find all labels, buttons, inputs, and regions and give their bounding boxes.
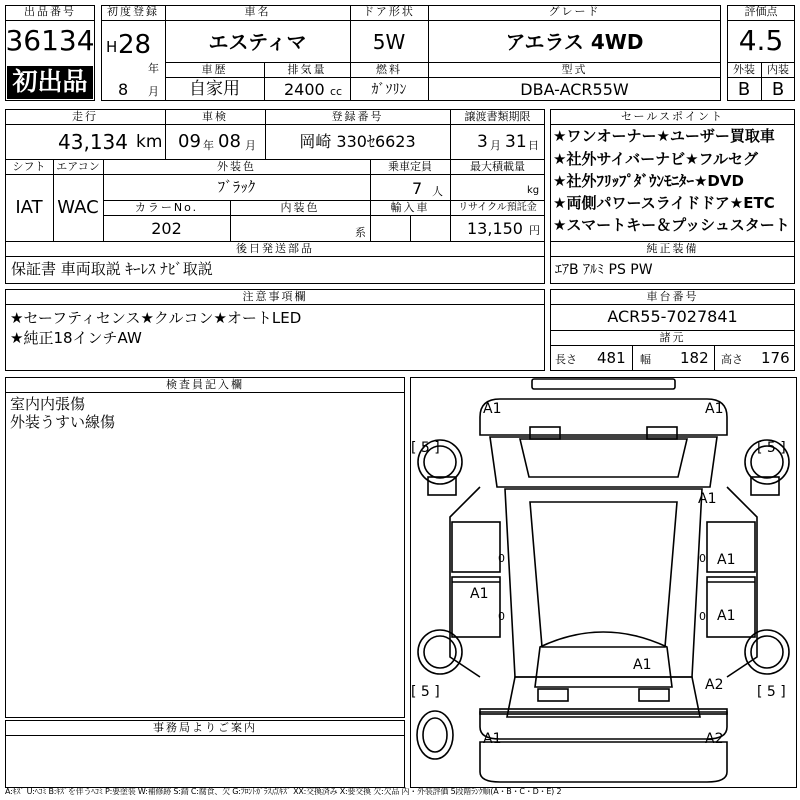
plate-value: 岡崎 330ｾ6623 xyxy=(299,132,416,151)
damage-mark: A2 xyxy=(705,731,724,747)
interior-label: 内装 xyxy=(767,63,789,76)
recycle-unit: 円 xyxy=(529,224,540,237)
car-name-label: 車名 xyxy=(244,5,271,18)
plate-label: 登録番号 xyxy=(331,110,384,123)
height-value: 176 xyxy=(761,349,790,367)
width-label: 幅 xyxy=(640,353,651,366)
damage-mark: A1 xyxy=(705,401,724,417)
mileage-value: 43,134 xyxy=(58,130,128,154)
sales-point-1: ★ワンオーナー★ユーザー買取車 xyxy=(553,127,775,145)
tire-depth-rear-left: [ 5 ] xyxy=(411,684,440,700)
door-value: 5W xyxy=(372,30,406,54)
exterior-label: 外装 xyxy=(733,63,755,76)
damage-mark: A1 xyxy=(717,552,736,568)
tire-depth-rear-right: [ 5 ] xyxy=(757,684,786,700)
glass-mark: 0 xyxy=(699,610,706,623)
tire-depth-front-right: [ 5 ] xyxy=(757,440,786,456)
shift-value: IAT xyxy=(15,197,43,218)
capacity-unit: 人 xyxy=(432,185,443,198)
grade-label: グレード xyxy=(548,5,601,18)
chassis-label: 車台番号 xyxy=(646,290,699,303)
import-label: 輸入車 xyxy=(390,201,430,214)
equipment-value: ｴｱB ｱﾙﾐ PS PW xyxy=(555,262,653,278)
interior-grade: B xyxy=(771,79,785,100)
inspector-label: 検査員記入欄 xyxy=(166,378,244,391)
equipment-label: 純正装備 xyxy=(646,242,699,255)
length-label: 長さ xyxy=(555,353,577,366)
color-value: ﾌﾞﾗｯｸ xyxy=(217,178,256,196)
transfer-month: 3 xyxy=(477,132,488,152)
chassis-number: ACR55-7027841 xyxy=(607,307,738,326)
notes-label: 注意事項欄 xyxy=(242,290,308,303)
rating-label: 評価点 xyxy=(744,5,778,18)
insp-year-unit: 年 xyxy=(203,139,214,152)
damage-mark: A1 xyxy=(717,608,736,624)
car-name: エスティマ xyxy=(208,30,307,54)
year-unit: 年 xyxy=(148,62,159,75)
exterior-grade: B xyxy=(737,79,751,100)
reg-year: 28 xyxy=(118,30,152,60)
post-parts-label: 後日発送部品 xyxy=(236,242,314,255)
glass-mark: 0 xyxy=(699,552,706,565)
rating-value: 4.5 xyxy=(738,24,784,57)
color-label: 外装色 xyxy=(217,160,256,173)
mileage-label: 走行 xyxy=(72,110,98,123)
interior-color-unit: 系 xyxy=(355,226,366,239)
fuel-value: ｶﾞｿﾘﾝ xyxy=(371,82,407,98)
sales-point-5: ★スマートキー＆プッシュスタート xyxy=(553,216,790,234)
reg-month: 8 xyxy=(118,80,129,99)
color-no-value: 202 xyxy=(151,219,182,238)
post-parts-value: 保証書 車両取説 ｷｰﾚｽ ﾅﾋﾞ取説 xyxy=(11,260,213,278)
load-unit: kg xyxy=(527,185,540,196)
history-value: 自家用 xyxy=(189,79,240,99)
tire-depth-front-left: [ 5 ] xyxy=(411,440,440,456)
shift-label: シフト xyxy=(12,160,46,173)
sales-point-3: ★社外ﾌﾘｯﾌﾟﾀﾞｳﾝﾓﾆﾀｰ★DVD xyxy=(553,172,744,190)
transfer-month-unit: 月 xyxy=(490,139,501,152)
color-no-label: カラーNo. xyxy=(134,201,199,214)
length-value: 481 xyxy=(597,349,626,367)
legend: A:ｷｽﾞ U:ﾍｺﾐ B:ｷｽﾞを伴うﾍｺﾐ P:要塗装 W:補修跡 S:錆 C:腐食、欠 G:ﾌﾛﾝﾄｶﾞﾗｽ点ｷｽﾞ XX:交換済み X:要交換 欠:欠品 内・外装評価 5段階ﾗﾝｸ順(A・B・C・D・E) 2 xyxy=(5,787,562,796)
damage-mark: A1 xyxy=(483,731,502,747)
damage-mark: A2 xyxy=(705,677,724,693)
displacement-label: 排気量 xyxy=(287,63,327,76)
grade-value: アエラス 4WD xyxy=(505,30,644,54)
sales-point-2: ★社外サイバーナビ★フルセグ xyxy=(553,150,758,168)
displacement-unit: cc xyxy=(330,85,343,98)
load-label: 最大積載量 xyxy=(470,160,525,173)
mileage-unit: km xyxy=(136,132,163,152)
lot-label: 出品番号 xyxy=(24,5,76,18)
sales-point-4: ★両側パワースライドドア★ETC xyxy=(553,194,775,212)
damage-mark: A1 xyxy=(470,586,489,602)
capacity-label: 乗車定員 xyxy=(388,160,432,173)
model-value: DBA-ACR55W xyxy=(520,80,629,99)
transfer-label: 譲渡書類期限 xyxy=(464,110,531,123)
transfer-day-unit: 日 xyxy=(528,139,539,152)
damage-mark: A1 xyxy=(483,401,502,417)
first-listing-label: 初出品 xyxy=(12,67,88,96)
inspector-line-1: 室内内張傷 xyxy=(10,395,86,413)
height-label: 高さ xyxy=(721,353,743,366)
capacity-value: 7 xyxy=(412,179,423,198)
dims-label: 諸元 xyxy=(659,331,686,344)
era: H xyxy=(106,38,118,56)
ac-value: WAC xyxy=(57,197,99,218)
width-value: 182 xyxy=(680,349,709,367)
fuel-label: 燃料 xyxy=(376,63,402,76)
first-reg-label: 初度登録 xyxy=(107,5,159,18)
notes-line-1: ★セーフティセンス★クルコン★オートLED xyxy=(10,309,302,327)
model-label: 型式 xyxy=(561,63,588,76)
damage-mark: A1 xyxy=(698,491,717,507)
month-unit: 月 xyxy=(148,85,159,98)
glass-mark: 0 xyxy=(498,610,505,623)
glass-mark: 0 xyxy=(498,552,505,565)
interior-color-label: 内装色 xyxy=(280,201,320,214)
recycle-label: リサイクル預託金 xyxy=(458,202,537,213)
car-diagram xyxy=(410,377,797,788)
ac-label: エアコン xyxy=(56,160,100,173)
insp-year: 09 xyxy=(178,131,201,152)
insp-month: 08 xyxy=(218,131,241,152)
office-label: 事務局よりご案内 xyxy=(153,721,257,734)
recycle-value: 13,150 xyxy=(467,219,523,238)
lot-number: 36134 xyxy=(5,24,95,57)
displacement-value: 2400 xyxy=(284,80,325,99)
inspection-label: 車検 xyxy=(202,110,228,123)
history-label: 車歴 xyxy=(201,63,228,76)
insp-month-unit: 月 xyxy=(245,139,256,152)
transfer-day: 31 xyxy=(505,132,527,152)
inspector-line-2: 外装うすい線傷 xyxy=(10,413,116,431)
sales-points-label: セールスポイント xyxy=(620,110,724,123)
damage-mark: A1 xyxy=(633,657,652,673)
notes-line-2: ★純正18インチAW xyxy=(10,329,142,347)
door-label: ドア形状 xyxy=(363,5,415,18)
